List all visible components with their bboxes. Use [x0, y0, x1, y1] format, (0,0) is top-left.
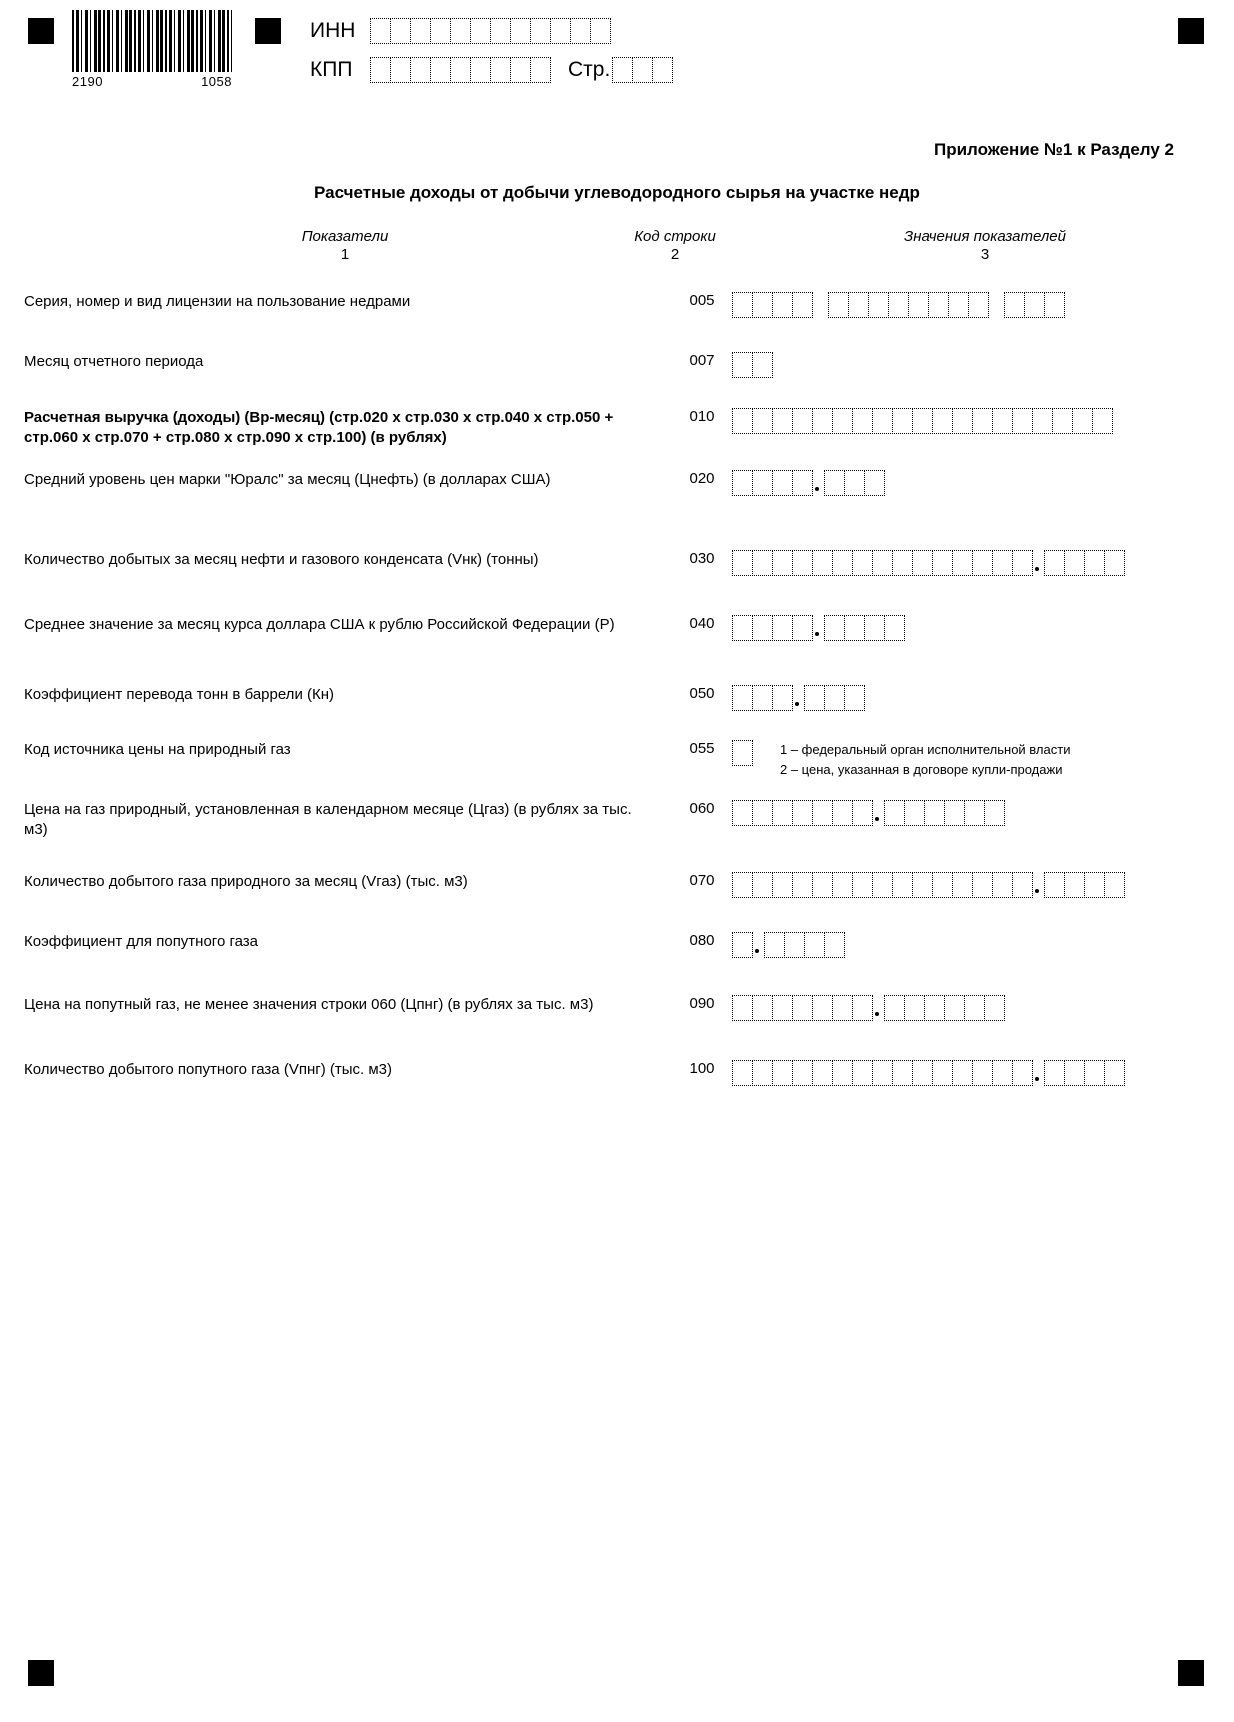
value-fraction-cell[interactable]: [1084, 1060, 1105, 1086]
row-label: Количество добытых за месяц нефти и газового конденсата (Vнк) (тонны): [24, 551, 539, 568]
column-header-line-code-number: 2: [670, 246, 680, 263]
value-integer-cell[interactable]: [792, 550, 813, 576]
value-cell[interactable]: [752, 408, 773, 434]
row-label: Серия, номер и вид лицензии на пользование недрами: [24, 293, 411, 310]
value-cell[interactable]: [952, 408, 973, 434]
value-integer-cell[interactable]: [832, 800, 853, 826]
kpp-cell[interactable]: [470, 57, 491, 83]
value-fraction-cell[interactable]: [844, 685, 865, 711]
row-code: 090: [689, 995, 715, 1012]
value-integer-cell[interactable]: [732, 685, 753, 711]
value-integer-cell[interactable]: [732, 872, 753, 898]
value-fraction-cell[interactable]: [1104, 872, 1125, 898]
kpp-cell[interactable]: [530, 57, 551, 83]
value-integer-cell[interactable]: [792, 995, 813, 1021]
kpp-cell[interactable]: [510, 57, 531, 83]
value-integer-cell[interactable]: [752, 470, 773, 496]
column-header-indicators-label: Показатели: [301, 228, 389, 245]
value-integer-cell[interactable]: [932, 550, 953, 576]
value-integer-cell[interactable]: [952, 872, 973, 898]
value-integer-cell[interactable]: [832, 550, 853, 576]
value-integer-cell[interactable]: [912, 550, 933, 576]
page-number-cell[interactable]: [632, 57, 653, 83]
row-label: Среднее значение за месяц курса доллара США к рублю Российской Федерации (Р): [24, 616, 615, 633]
inn-cell[interactable]: [430, 18, 451, 44]
value-integer-cell[interactable]: [772, 470, 793, 496]
value-integer-cell[interactable]: [732, 932, 753, 958]
column-header-line-code: [600, 228, 750, 263]
value-integer-cell[interactable]: [812, 550, 833, 576]
value-integer-cell[interactable]: [832, 1060, 853, 1086]
value-fraction-cell[interactable]: [824, 615, 845, 641]
inn-cell[interactable]: [530, 18, 551, 44]
value-integer-cell[interactable]: [972, 1060, 993, 1086]
license-field-cell[interactable]: [1004, 292, 1025, 318]
value-integer-cell[interactable]: [912, 1060, 933, 1086]
license-field-cell[interactable]: [908, 292, 929, 318]
row-value-input[interactable]: [732, 872, 1124, 898]
value-integer-cell[interactable]: [852, 872, 873, 898]
value-integer-cell[interactable]: [1012, 1060, 1033, 1086]
value-integer-cell[interactable]: [812, 872, 833, 898]
value-cell[interactable]: [732, 352, 753, 378]
value-integer-cell[interactable]: [772, 872, 793, 898]
value-fraction-cell[interactable]: [944, 800, 965, 826]
inn-cell[interactable]: [450, 18, 471, 44]
value-fraction-cell[interactable]: [964, 800, 985, 826]
value-cell[interactable]: [972, 408, 993, 434]
value-integer-cell[interactable]: [992, 1060, 1013, 1086]
row-value-input[interactable]: [732, 740, 752, 766]
appendix-title: Приложение №1 к Разделу 2: [933, 140, 1174, 159]
barcode: [72, 10, 232, 89]
value-integer-cell[interactable]: [992, 550, 1013, 576]
license-field-cell[interactable]: [888, 292, 909, 318]
row-value-input[interactable]: [732, 292, 1064, 318]
row-value-input[interactable]: [732, 408, 1112, 434]
value-integer-cell[interactable]: [832, 995, 853, 1021]
value-integer-cell[interactable]: [772, 995, 793, 1021]
value-integer-cell[interactable]: [912, 872, 933, 898]
barcode-stripes: [72, 10, 232, 72]
row-value-input[interactable]: [732, 470, 884, 496]
value-integer-cell[interactable]: [732, 995, 753, 1021]
value-integer-cell[interactable]: [952, 550, 973, 576]
license-field-cell[interactable]: [868, 292, 889, 318]
row-label: Месяц отчетного периода: [24, 353, 204, 370]
value-fraction-cell[interactable]: [884, 615, 905, 641]
value-cell[interactable]: [832, 408, 853, 434]
value-integer-cell[interactable]: [772, 550, 793, 576]
value-fraction-cell[interactable]: [784, 932, 805, 958]
value-fraction-cell[interactable]: [924, 995, 945, 1021]
value-integer-cell[interactable]: [732, 800, 753, 826]
row-value-input[interactable]: [732, 685, 864, 711]
value-cell[interactable]: [1032, 408, 1053, 434]
value-fraction-cell[interactable]: [984, 995, 1005, 1021]
page-number-cell[interactable]: [652, 57, 673, 83]
value-fraction-cell[interactable]: [924, 800, 945, 826]
row-value-input[interactable]: [732, 800, 1004, 826]
value-fraction-cell[interactable]: [984, 800, 1005, 826]
row-note-line: 1 – федеральный орган исполнительной власти: [780, 742, 1071, 757]
row-code: 060: [689, 800, 715, 817]
corner-mark-bottom-left: [28, 1660, 54, 1686]
row-label: Коэффициент перевода тонн в баррели (Кн): [24, 686, 334, 703]
value-cell[interactable]: [872, 408, 893, 434]
row-note-line: 2 – цена, указанная в договоре купли-продажи: [780, 761, 1063, 777]
kpp-cell[interactable]: [370, 57, 391, 83]
value-cell[interactable]: [752, 352, 773, 378]
value-integer-cell[interactable]: [732, 615, 753, 641]
row-value-input[interactable]: [732, 352, 772, 378]
row-value-input[interactable]: [732, 550, 1124, 576]
barcode-right-number: 1058: [201, 74, 232, 89]
corner-mark-top-left: [28, 18, 54, 44]
value-fraction-cell[interactable]: [844, 470, 865, 496]
barcode-numbers: [72, 72, 232, 89]
row-code: 020: [689, 470, 715, 487]
license-field-cell[interactable]: [752, 292, 773, 318]
column-header-values-label: Значения показателей: [903, 228, 1066, 245]
kpp-input[interactable]: [370, 57, 550, 83]
row-label: Количество добытого газа природного за месяц (Vгаз) (тыс. м3): [24, 873, 468, 890]
page-label: Стр.: [568, 58, 611, 81]
license-field-cell[interactable]: [828, 292, 849, 318]
value-cell[interactable]: [1012, 408, 1033, 434]
row-code: 070: [689, 872, 715, 889]
inn-cell[interactable]: [590, 18, 611, 44]
row-code: 050: [689, 685, 715, 702]
value-integer-cell[interactable]: [792, 470, 813, 496]
license-field-cell[interactable]: [848, 292, 869, 318]
decimal-separator: [1032, 550, 1044, 576]
decimal-separator: [872, 995, 884, 1021]
value-cell[interactable]: [732, 408, 753, 434]
inn-cell[interactable]: [470, 18, 491, 44]
kpp-cell[interactable]: [450, 57, 471, 83]
row-value-input[interactable]: [732, 932, 844, 958]
cell-group-gap: [988, 292, 1004, 318]
kpp-cell[interactable]: [490, 57, 511, 83]
kpp-cell[interactable]: [410, 57, 431, 83]
value-fraction-cell[interactable]: [1104, 550, 1125, 576]
value-fraction-cell[interactable]: [884, 800, 905, 826]
value-integer-cell[interactable]: [732, 1060, 753, 1086]
inn-cell[interactable]: [550, 18, 571, 44]
value-integer-cell[interactable]: [852, 1060, 873, 1086]
value-fraction-cell[interactable]: [1084, 550, 1105, 576]
value-cell[interactable]: [732, 740, 753, 766]
cell-group-gap: [812, 292, 828, 318]
license-field-cell[interactable]: [732, 292, 753, 318]
value-integer-cell[interactable]: [852, 995, 873, 1021]
kpp-row: [310, 57, 672, 83]
value-integer-cell[interactable]: [852, 550, 873, 576]
value-integer-cell[interactable]: [792, 1060, 813, 1086]
value-fraction-cell[interactable]: [844, 615, 865, 641]
value-fraction-cell[interactable]: [944, 995, 965, 1021]
row-code: 007: [689, 352, 715, 369]
value-fraction-cell[interactable]: [1104, 1060, 1125, 1086]
value-cell[interactable]: [892, 408, 913, 434]
value-integer-cell[interactable]: [792, 800, 813, 826]
row-code: 100: [689, 1060, 715, 1077]
corner-mark-bottom-right: [1178, 1660, 1204, 1686]
inn-cell[interactable]: [410, 18, 431, 44]
value-integer-cell[interactable]: [832, 872, 853, 898]
value-fraction-cell[interactable]: [904, 995, 925, 1021]
kpp-cell[interactable]: [390, 57, 411, 83]
value-integer-cell[interactable]: [812, 1060, 833, 1086]
value-fraction-cell[interactable]: [1064, 550, 1085, 576]
value-fraction-cell[interactable]: [964, 995, 985, 1021]
value-integer-cell[interactable]: [732, 550, 753, 576]
row-code: 010: [689, 408, 715, 425]
row-label: Цена на газ природный, установленная в календарном месяце (Цгаз) (в рублях за тыс. м3): [24, 801, 632, 839]
value-integer-cell[interactable]: [972, 872, 993, 898]
license-field-cell[interactable]: [928, 292, 949, 318]
value-integer-cell[interactable]: [812, 800, 833, 826]
row-label: Количество добытого попутного газа (Vпнг) (тыс. м3): [24, 1061, 392, 1078]
value-fraction-cell[interactable]: [1044, 872, 1065, 898]
value-fraction-cell[interactable]: [1064, 1060, 1085, 1086]
corner-mark-top-inner: [255, 18, 281, 44]
value-integer-cell[interactable]: [992, 872, 1013, 898]
column-header-values: [790, 228, 1180, 263]
decimal-separator: [872, 800, 884, 826]
inn-input[interactable]: [370, 18, 610, 44]
license-field-cell[interactable]: [1024, 292, 1045, 318]
row-code: 040: [689, 615, 715, 632]
license-field-cell[interactable]: [968, 292, 989, 318]
value-integer-cell[interactable]: [752, 615, 773, 641]
inn-cell[interactable]: [510, 18, 531, 44]
value-fraction-cell[interactable]: [804, 685, 825, 711]
row-code: 055: [689, 740, 715, 757]
value-fraction-cell[interactable]: [864, 470, 885, 496]
value-integer-cell[interactable]: [852, 800, 873, 826]
row-label: Коэффициент для попутного газа: [24, 933, 258, 950]
value-fraction-cell[interactable]: [804, 932, 825, 958]
row-code: 005: [689, 292, 715, 309]
row-note: [780, 740, 1070, 779]
value-integer-cell[interactable]: [872, 1060, 893, 1086]
value-integer-cell[interactable]: [752, 1060, 773, 1086]
license-field-cell[interactable]: [772, 292, 793, 318]
inn-cell[interactable]: [370, 18, 391, 44]
inn-cell[interactable]: [390, 18, 411, 44]
license-field-cell[interactable]: [792, 292, 813, 318]
column-header-indicators: [230, 228, 460, 263]
column-header-values-number: 3: [980, 246, 990, 263]
value-integer-cell[interactable]: [772, 800, 793, 826]
value-fraction-cell[interactable]: [1044, 550, 1065, 576]
page-number-input[interactable]: [612, 57, 672, 83]
value-cell[interactable]: [932, 408, 953, 434]
value-integer-cell[interactable]: [932, 872, 953, 898]
license-field-cell[interactable]: [948, 292, 969, 318]
decimal-separator: [792, 685, 804, 711]
value-cell[interactable]: [912, 408, 933, 434]
value-fraction-cell[interactable]: [864, 615, 885, 641]
value-fraction-cell[interactable]: [824, 685, 845, 711]
value-integer-cell[interactable]: [752, 800, 773, 826]
value-cell[interactable]: [1092, 408, 1113, 434]
inn-cell[interactable]: [570, 18, 591, 44]
row-label: Средний уровень цен марки "Юралс" за месяц (Цнефть) (в долларах США): [24, 471, 551, 488]
value-integer-cell[interactable]: [772, 685, 793, 711]
value-cell[interactable]: [812, 408, 833, 434]
inn-cell[interactable]: [490, 18, 511, 44]
corner-mark-top-right: [1178, 18, 1204, 44]
value-integer-cell[interactable]: [972, 550, 993, 576]
value-fraction-cell[interactable]: [904, 800, 925, 826]
value-integer-cell[interactable]: [812, 995, 833, 1021]
value-integer-cell[interactable]: [772, 615, 793, 641]
value-integer-cell[interactable]: [932, 1060, 953, 1086]
kpp-cell[interactable]: [430, 57, 451, 83]
inn-row: [310, 18, 610, 44]
decimal-separator: [1032, 1060, 1044, 1086]
row-code: 080: [689, 932, 715, 949]
value-cell[interactable]: [992, 408, 1013, 434]
value-integer-cell[interactable]: [892, 872, 913, 898]
row-code: 030: [689, 550, 715, 567]
decimal-separator: [812, 470, 824, 496]
value-integer-cell[interactable]: [792, 872, 813, 898]
column-header-indicators-number: 1: [340, 246, 350, 263]
value-integer-cell[interactable]: [1012, 550, 1033, 576]
value-integer-cell[interactable]: [872, 550, 893, 576]
value-integer-cell[interactable]: [732, 470, 753, 496]
value-cell[interactable]: [1072, 408, 1093, 434]
inn-label: ИНН: [310, 19, 356, 42]
license-field-cell[interactable]: [1044, 292, 1065, 318]
value-cell[interactable]: [792, 408, 813, 434]
value-fraction-cell[interactable]: [764, 932, 785, 958]
row-value-input[interactable]: [732, 615, 904, 641]
column-header-line-code-label: Код строки: [634, 228, 716, 245]
value-fraction-cell[interactable]: [884, 995, 905, 1021]
value-integer-cell[interactable]: [752, 872, 773, 898]
value-integer-cell[interactable]: [872, 872, 893, 898]
page-title: Расчетные доходы от добычи углеводородного сырья на участке недр: [314, 183, 920, 202]
row-label: Цена на попутный газ, не менее значения строки 060 (Цпнг) (в рублях за тыс. м3): [24, 996, 594, 1013]
value-cell[interactable]: [852, 408, 873, 434]
value-integer-cell[interactable]: [792, 615, 813, 641]
value-fraction-cell[interactable]: [1064, 872, 1085, 898]
value-fraction-cell[interactable]: [1084, 872, 1105, 898]
row-label: Код источника цены на природный газ: [24, 741, 291, 758]
value-fraction-cell[interactable]: [824, 932, 845, 958]
value-integer-cell[interactable]: [752, 685, 773, 711]
value-integer-cell[interactable]: [892, 550, 913, 576]
value-integer-cell[interactable]: [1012, 872, 1033, 898]
row-label: Расчетная выручка (доходы) (Вр-месяц) (стр.020 х стр.030 х стр.040 х стр.050 + стр.060 х стр.070 + стр.080 х стр.090 х стр.100) (в рублях): [24, 409, 614, 447]
value-integer-cell[interactable]: [752, 550, 773, 576]
decimal-separator: [812, 615, 824, 641]
row-value-input[interactable]: [732, 1060, 1124, 1086]
value-fraction-cell[interactable]: [1044, 1060, 1065, 1086]
page-number-cell[interactable]: [612, 57, 633, 83]
value-integer-cell[interactable]: [772, 1060, 793, 1086]
value-integer-cell[interactable]: [752, 995, 773, 1021]
barcode-left-number: 2190: [72, 74, 103, 89]
kpp-label: КПП: [310, 58, 353, 81]
value-cell[interactable]: [1052, 408, 1073, 434]
decimal-separator: [1032, 872, 1044, 898]
value-integer-cell[interactable]: [892, 1060, 913, 1086]
row-value-input[interactable]: [732, 995, 1004, 1021]
value-integer-cell[interactable]: [952, 1060, 973, 1086]
value-fraction-cell[interactable]: [824, 470, 845, 496]
decimal-separator: [752, 932, 764, 958]
value-cell[interactable]: [772, 408, 793, 434]
